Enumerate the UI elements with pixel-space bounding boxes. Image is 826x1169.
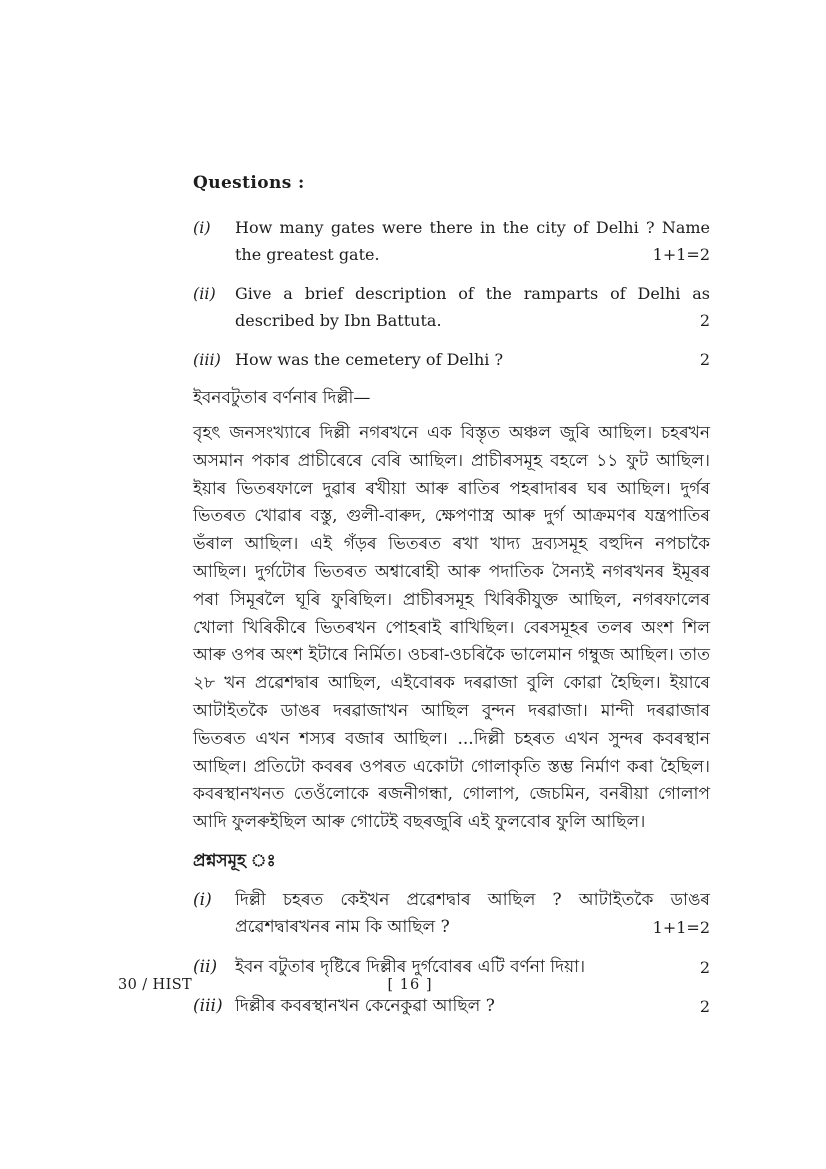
question-text: How many gates were there in the city of Delhi ? Name the greatest gate. (235, 218, 710, 264)
english-questions-heading: Questions : (193, 173, 305, 193)
question-marker: (iii) (193, 996, 223, 1017)
footer-page-number: [ 16 ] (387, 977, 433, 993)
assamese-question-3 (193, 993, 710, 1021)
question-marks: 2 (699, 997, 710, 1017)
question-marks: 2 (699, 311, 710, 330)
question-text: ইবন বটুতাৰ দৃষ্টিৰে দিল্লীৰ দুৰ্গবোৰৰ এটি বৰ্ণনা দিয়া। (235, 956, 586, 977)
question-text: How was the cemetery of Delhi ? (235, 350, 504, 369)
question-marker: (ii) (193, 284, 216, 303)
question-marker: (ii) (193, 956, 218, 977)
english-question-2 (193, 280, 710, 334)
question-marks: 2 (699, 350, 710, 369)
english-question-1 (193, 214, 710, 268)
question-marks: 1+1=2 (652, 918, 710, 938)
question-marker: (iii) (193, 350, 221, 369)
question-marker: (i) (193, 889, 212, 910)
assamese-question-1 (193, 887, 710, 942)
english-question-3 (193, 346, 710, 373)
assamese-passage-paragraph: বৃহৎ জনসংখ্যাৰে দিল্লী নগৰখনে এক বিস্তৃত অঞ্চল জুৰি আছিল। চহৰখন অসমান পকাৰ প্ৰাচীৰেৰে বেৰি আছিল। প্ৰাচীৰসমূহ বহলে ১১ ফুট আছিল। ইয়াৰ ভিতৰফালে দুৱাৰ ৰখীয়া আৰু ৰাতিৰ পহৰাদাৰৰ ঘৰ আছিল। দুৰ্গৰ ভিতৰত খোৱাৰ বস্তু, গুলী-বাৰুদ, ক্ষেপণাস্ত্ৰ আৰু দুৰ্গ আক্ৰমণৰ যন্ত্ৰপাতিৰ ভঁৰাল আছিল। এই গঁড়ৰ ভিতৰত ৰখা খাদ্য দ্ৰব্যসমূহ বহুদিন নপচাকৈ আছিল। দুৰ্গটোৰ ভিতৰত অশ্বাৰোহী আৰু পদাতিক সৈন্যই নগৰখনৰ ইমূৰৰ পৰা সিমূৰলৈ ঘূৰি ফুৰিছিল। প্ৰাচীৰসমূহ খিৰিকীযুক্ত আছিল, নগৰফালেৰ খোলা খিৰিকীৰে ভিতৰখন পোহৰাই ৰাখিছিল। বেৰসমূহৰ তলৰ অংশ শিল আৰু ওপৰ অংশ ইটাৰে নিৰ্মিত। ওচৰা-ওচৰিকৈ ভালেমান গম্বুজ আছিল। তাত ২৮ খন প্ৰৱেশদ্বাৰ আছিল, এইবোৰক দৰৱাজা বুলি কোৱা হৈছিল। ইয়াৰে আটাইতকৈ ডাঙৰ দৰৱাজাখন আছিল বুন্দন দৰৱাজা। মান্দী দৰৱাজাৰ ভিতৰত এখন শস্যৰ বজাৰ আছিল। ...দিল্লী চহৰত এখন সুন্দৰ কবৰস্থান আছিল। প্ৰতিটো কবৰৰ ওপৰত একোটা গোলাকৃতি স্তম্ভ নিৰ্মাণ কৰা হৈছিল। কবৰস্থানখনত তেওঁলোকে ৰজনীগন্ধা, গোলাপ, জেচমিন, বনৰীয়া গোলাপ আদি ফুলৰুইছিল আৰু গোটেই বছৰজুৰি এই ফুলবোৰ ফুলি আছিল। (193, 423, 710, 833)
question-marker: (i) (193, 218, 211, 237)
question-text: Give a brief description of the ramparts of Delhi as described by Ibn Battuta. (235, 284, 710, 330)
question-marks: 2 (699, 957, 710, 977)
footer-paper-code: 30 / HIST (118, 977, 193, 993)
assamese-passage-heading: ইবনবটুতাৰ বৰ্ণনাৰ দিল্লী— (193, 388, 371, 408)
assamese-questions-heading: প্ৰশ্নসমূহ ঃ (193, 850, 276, 871)
page-content (193, 172, 710, 1021)
question-marks: 1+1=2 (652, 245, 710, 264)
question-text: দিল্লীৰ কবৰস্থানখন কেনেকুৱা আছিল ? (235, 996, 495, 1017)
question-text: দিল্লী চহৰত কেইখন প্ৰৱেশদ্বাৰ আছিল ? আটাইতকৈ ডাঙৰ প্ৰৱেশদ্বাৰখনৰ নাম কি আছিল ? (235, 889, 710, 938)
